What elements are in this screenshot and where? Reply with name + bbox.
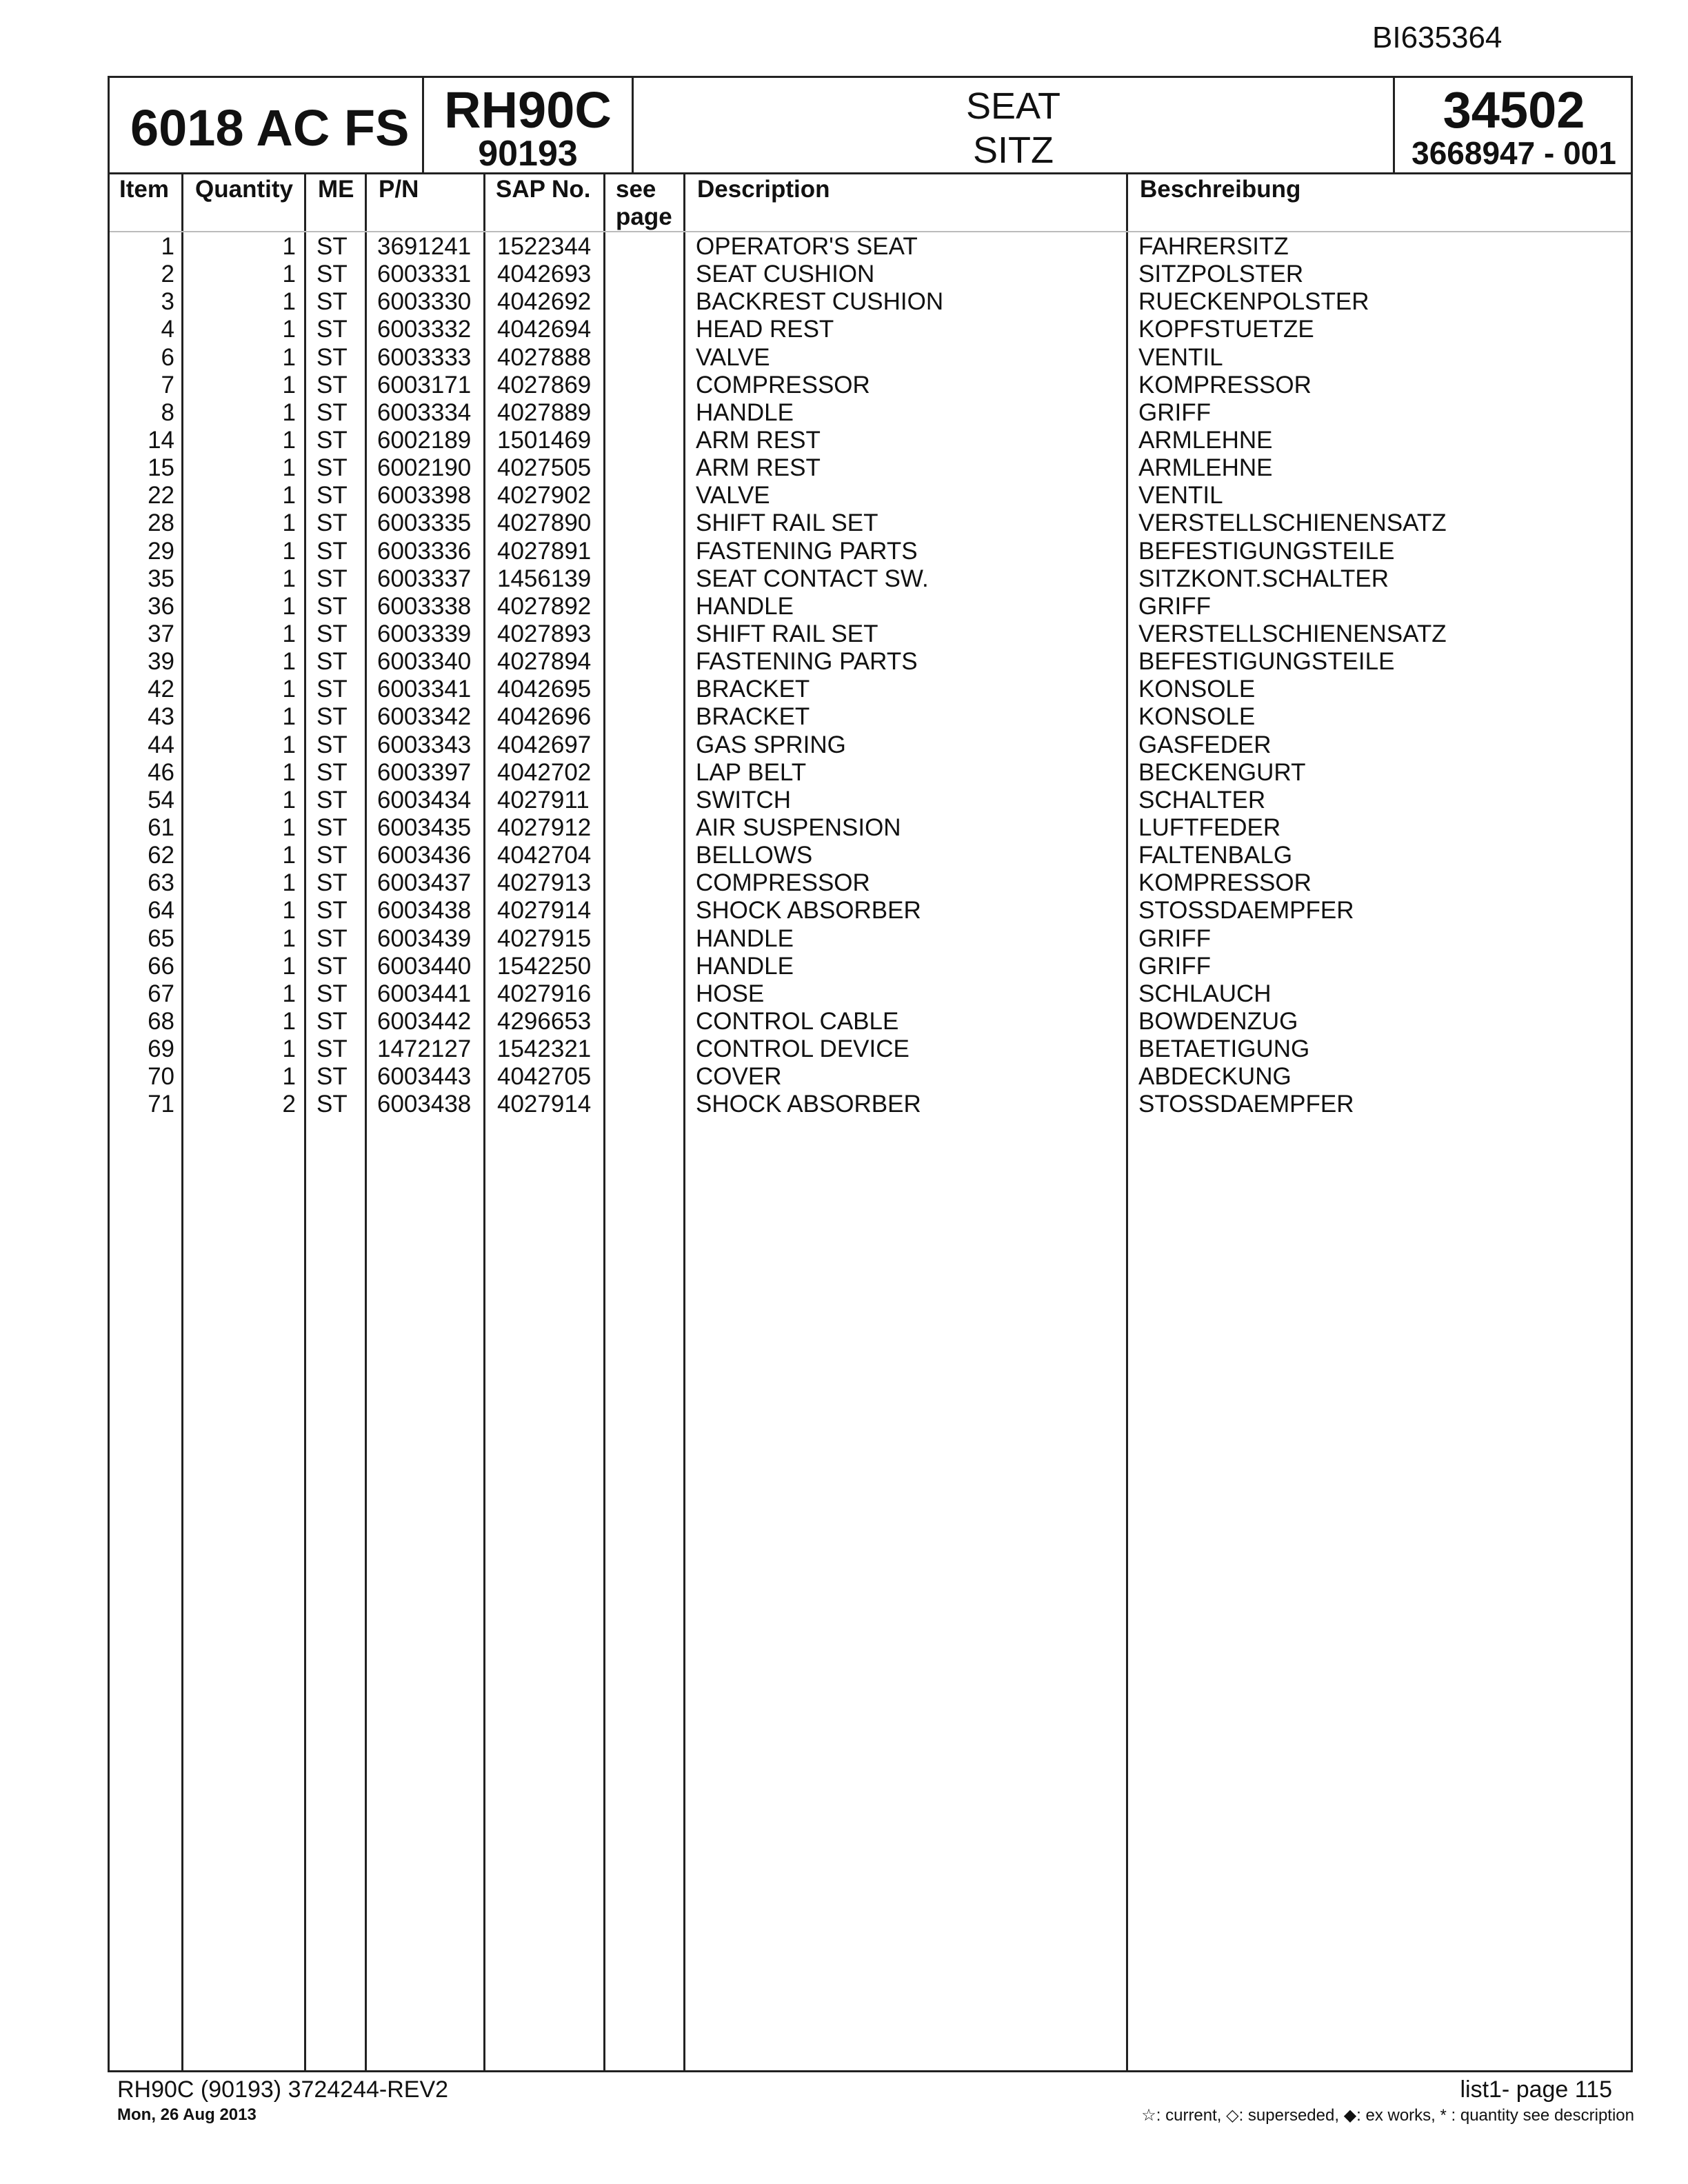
part-number-cell: 6003434 [377, 786, 472, 813]
item-cell: 71 [148, 1091, 174, 1118]
part-number-cell: 6003438 [377, 897, 472, 924]
sap-number-cell: 4042705 [497, 1063, 592, 1091]
quantity-cell: 1 [282, 261, 296, 288]
sap-number-cell: 4027912 [497, 813, 592, 841]
description-cell: LAP BELT [696, 758, 807, 786]
beschreibung-cell: ARMLEHNE [1138, 454, 1273, 482]
header-me: ME [318, 176, 354, 203]
header-pn: P/N [379, 176, 419, 203]
description-cell: SWITCH [696, 786, 792, 813]
sap-number-cell: 4027893 [497, 620, 592, 647]
table-row [110, 233, 1631, 261]
parts-list-frame [108, 76, 1633, 2072]
part-number-cell: 6003439 [377, 924, 472, 952]
beschreibung-cell: KOPFSTUETZE [1138, 316, 1314, 343]
machine-name: RH90C [444, 81, 612, 139]
sap-number-cell: 4027505 [497, 454, 592, 482]
unit-cell: ST [316, 537, 348, 565]
table-row [110, 731, 1631, 759]
table-row [110, 1091, 1631, 1118]
description-cell: COMPRESSOR [696, 371, 870, 398]
parts-table-body [110, 233, 1631, 1119]
quantity-cell: 1 [282, 537, 296, 565]
quantity-cell: 1 [282, 509, 296, 537]
sap-number-cell: 4042696 [497, 703, 592, 731]
description-cell: SHOCK ABSORBER [696, 897, 921, 924]
beschreibung-cell: VENTIL [1138, 482, 1223, 509]
table-row [110, 288, 1631, 316]
description-cell: OPERATOR'S SEAT [696, 233, 918, 260]
description-cell: SHOCK ABSORBER [696, 1091, 921, 1118]
description-cell: SEAT CUSHION [696, 261, 875, 288]
item-cell: 54 [148, 786, 174, 813]
quantity-cell: 1 [282, 1007, 296, 1035]
table-row [110, 869, 1631, 897]
item-cell: 44 [148, 731, 174, 758]
description-cell: COVER [696, 1063, 782, 1091]
quantity-cell: 1 [282, 371, 296, 398]
beschreibung-cell: ARMLEHNE [1138, 426, 1273, 454]
title-german: SITZ [973, 130, 1054, 171]
item-cell: 1 [161, 233, 174, 260]
table-row [110, 454, 1631, 482]
unit-cell: ST [316, 731, 348, 758]
item-cell: 66 [148, 952, 174, 980]
beschreibung-cell: GASFEDER [1138, 731, 1272, 758]
quantity-cell: 1 [282, 897, 296, 924]
unit-cell: ST [316, 233, 348, 260]
model-cell [110, 78, 424, 172]
description-cell: HANDLE [696, 952, 794, 980]
unit-cell: ST [316, 980, 348, 1007]
description-cell: SHIFT RAIL SET [696, 620, 878, 647]
beschreibung-cell: SCHALTER [1138, 786, 1266, 813]
quantity-cell: 2 [282, 1091, 296, 1118]
part-number-cell: 6003442 [377, 1007, 472, 1035]
unit-cell: ST [316, 676, 348, 703]
table-row [110, 316, 1631, 343]
unit-cell: ST [316, 509, 348, 537]
item-cell: 22 [148, 482, 174, 509]
part-number-cell: 6002190 [377, 454, 472, 482]
unit-cell: ST [316, 620, 348, 647]
quantity-cell: 1 [282, 786, 296, 813]
table-row [110, 372, 1631, 399]
beschreibung-cell: SITZPOLSTER [1138, 261, 1304, 288]
sap-number-cell: 4027869 [497, 371, 592, 398]
description-cell: ARM REST [696, 426, 821, 454]
unit-cell: ST [316, 1063, 348, 1091]
item-cell: 42 [148, 676, 174, 703]
sap-number-cell: 1522344 [497, 233, 592, 260]
description-cell: HANDLE [696, 924, 794, 952]
item-cell: 65 [148, 924, 174, 952]
table-row [110, 787, 1631, 814]
sap-number-cell: 4027889 [497, 398, 592, 426]
item-cell: 8 [161, 398, 174, 426]
quantity-cell: 1 [282, 676, 296, 703]
part-number-cell: 6003332 [377, 316, 472, 343]
header-beschreibung: Beschreibung [1140, 176, 1301, 203]
part-number-cell: 6002189 [377, 426, 472, 454]
part-number-cell: 3691241 [377, 233, 472, 260]
description-cell: HANDLE [696, 592, 794, 620]
sap-number-cell: 4296653 [497, 1007, 592, 1035]
sap-number-cell: 4042694 [497, 316, 592, 343]
item-cell: 7 [161, 371, 174, 398]
sap-number-cell: 4042702 [497, 758, 592, 786]
item-cell: 35 [148, 565, 174, 592]
beschreibung-cell: GRIFF [1138, 924, 1211, 952]
quantity-cell: 1 [282, 343, 296, 371]
description-cell: BACKREST CUSHION [696, 288, 944, 316]
unit-cell: ST [316, 786, 348, 813]
description-cell: AIR SUSPENSION [696, 813, 901, 841]
sap-number-cell: 4027902 [497, 482, 592, 509]
title-block [110, 78, 1631, 174]
part-number-cell: 6003339 [377, 620, 472, 647]
description-cell: VALVE [696, 343, 770, 371]
unit-cell: ST [316, 897, 348, 924]
quantity-cell: 1 [282, 952, 296, 980]
table-row [110, 538, 1631, 565]
sap-number-cell: 4027913 [497, 869, 592, 897]
description-cell: BRACKET [696, 676, 810, 703]
unit-cell: ST [316, 842, 348, 869]
sap-number-cell: 1456139 [497, 565, 592, 592]
table-row [110, 1035, 1631, 1063]
beschreibung-cell: VENTIL [1138, 343, 1223, 371]
quantity-cell: 1 [282, 565, 296, 592]
beschreibung-cell: RUECKENPOLSTER [1138, 288, 1369, 316]
unit-cell: ST [316, 316, 348, 343]
item-cell: 69 [148, 1035, 174, 1063]
description-cell: ARM REST [696, 454, 821, 482]
quantity-cell: 1 [282, 1063, 296, 1091]
model-name: 6018 AC FS [130, 99, 410, 156]
header-page: page [616, 203, 672, 230]
unit-cell: ST [316, 371, 348, 398]
sap-number-cell: 1542321 [497, 1035, 592, 1063]
quantity-cell: 1 [282, 731, 296, 758]
header-see: see [616, 176, 656, 203]
table-row [110, 676, 1631, 703]
part-number-cell: 6003337 [377, 565, 472, 592]
description-cell: GAS SPRING [696, 731, 846, 758]
header-item: Item [119, 176, 169, 203]
quantity-cell: 1 [282, 648, 296, 676]
sap-number-cell: 4027914 [497, 897, 592, 924]
unit-cell: ST [316, 592, 348, 620]
unit-cell: ST [316, 565, 348, 592]
sap-number-cell: 4042697 [497, 731, 592, 758]
unit-cell: ST [316, 482, 348, 509]
header-quantity: Quantity [195, 176, 293, 203]
description-cell: CONTROL CABLE [696, 1007, 899, 1035]
part-number-cell: 6003342 [377, 703, 472, 731]
beschreibung-cell: STOSSDAEMPFER [1138, 897, 1354, 924]
item-cell: 3 [161, 288, 174, 316]
part-number-cell: 6003398 [377, 482, 472, 509]
description-cell: HANDLE [696, 398, 794, 426]
quantity-cell: 1 [282, 454, 296, 482]
table-row [110, 953, 1631, 980]
footer-doc-ref: RH90C (90193) 3724244-REV2 [117, 2076, 449, 2103]
part-number-cell: 1472127 [377, 1035, 472, 1063]
sap-number-cell: 4027916 [497, 980, 592, 1007]
part-number-cell: 6003340 [377, 648, 472, 676]
table-row [110, 897, 1631, 924]
beschreibung-cell: SITZKONT.SCHALTER [1138, 565, 1389, 592]
unit-cell: ST [316, 454, 348, 482]
description-cell: SEAT CONTACT SW. [696, 565, 929, 592]
table-row [110, 427, 1631, 454]
item-cell: 6 [161, 343, 174, 371]
part-number-cell: 6003333 [377, 343, 472, 371]
unit-cell: ST [316, 703, 348, 731]
item-cell: 46 [148, 758, 174, 786]
item-cell: 64 [148, 897, 174, 924]
title-english: SEAT [965, 85, 1061, 127]
table-row [110, 703, 1631, 731]
beschreibung-cell: VERSTELLSCHIENENSATZ [1138, 509, 1447, 537]
item-cell: 2 [161, 261, 174, 288]
drawing-number: 3668947 - 001 [1411, 135, 1616, 171]
sap-number-cell: 4027888 [497, 343, 592, 371]
part-number-cell: 6003437 [377, 869, 472, 897]
description-cell: HOSE [696, 980, 765, 1007]
quantity-cell: 1 [282, 288, 296, 316]
part-number-cell: 6003336 [377, 537, 472, 565]
quantity-cell: 1 [282, 813, 296, 841]
part-number-cell: 6003341 [377, 676, 472, 703]
unit-cell: ST [316, 758, 348, 786]
sap-number-cell: 4027894 [497, 648, 592, 676]
table-row [110, 620, 1631, 648]
description-cell: CONTROL DEVICE [696, 1035, 910, 1063]
sap-number-cell: 4027892 [497, 592, 592, 620]
part-number-cell: 6003397 [377, 758, 472, 786]
sap-number-cell: 1501469 [497, 426, 592, 454]
item-cell: 37 [148, 620, 174, 647]
sap-number-cell: 4027915 [497, 924, 592, 952]
item-cell: 61 [148, 813, 174, 841]
footer-legend: ☆: current, ◇: superseded, ◆: ex works, * : quantity see description [1141, 2106, 1634, 2125]
quantity-cell: 1 [282, 426, 296, 454]
part-number-cell: 6003441 [377, 980, 472, 1007]
part-number-cell: 6003443 [377, 1063, 472, 1091]
description-cell: HEAD REST [696, 316, 834, 343]
table-row [110, 648, 1631, 676]
item-cell: 28 [148, 509, 174, 537]
quantity-cell: 1 [282, 316, 296, 343]
item-cell: 70 [148, 1063, 174, 1091]
part-number-cell: 6003334 [377, 398, 472, 426]
unit-cell: ST [316, 1091, 348, 1118]
beschreibung-cell: GRIFF [1138, 952, 1211, 980]
table-row [110, 759, 1631, 787]
beschreibung-cell: KONSOLE [1138, 676, 1256, 703]
part-number-cell: 6003343 [377, 731, 472, 758]
part-number-cell: 6003435 [377, 813, 472, 841]
part-number-cell: 6003171 [377, 371, 472, 398]
part-number-cell: 6003335 [377, 509, 472, 537]
unit-cell: ST [316, 288, 348, 316]
group-cell [1395, 78, 1633, 172]
item-cell: 39 [148, 648, 174, 676]
header-underline [110, 231, 1631, 232]
quantity-cell: 1 [282, 703, 296, 731]
unit-cell: ST [316, 813, 348, 841]
quantity-cell: 1 [282, 869, 296, 897]
sap-number-cell: 4042693 [497, 261, 592, 288]
unit-cell: ST [316, 398, 348, 426]
table-row [110, 509, 1631, 537]
sap-number-cell: 4042695 [497, 676, 592, 703]
beschreibung-cell: SCHLAUCH [1138, 980, 1272, 1007]
beschreibung-cell: BEFESTIGUNGSTEILE [1138, 648, 1395, 676]
table-row [110, 925, 1631, 953]
sap-number-cell: 4042704 [497, 842, 592, 869]
quantity-cell: 1 [282, 980, 296, 1007]
sap-number-cell: 4027914 [497, 1091, 592, 1118]
beschreibung-cell: KOMPRESSOR [1138, 371, 1312, 398]
beschreibung-cell: VERSTELLSCHIENENSATZ [1138, 620, 1447, 647]
table-row [110, 1008, 1631, 1035]
quantity-cell: 1 [282, 842, 296, 869]
quantity-cell: 1 [282, 758, 296, 786]
beschreibung-cell: KOMPRESSOR [1138, 869, 1312, 897]
table-row [110, 593, 1631, 620]
description-cell: SHIFT RAIL SET [696, 509, 878, 537]
item-cell: 36 [148, 592, 174, 620]
item-cell: 4 [161, 316, 174, 343]
header-description: Description [697, 176, 830, 203]
part-number-cell: 6003440 [377, 952, 472, 980]
table-row [110, 261, 1631, 288]
table-row [110, 814, 1631, 842]
beschreibung-cell: BETAETIGUNG [1138, 1035, 1310, 1063]
beschreibung-cell: ABDECKUNG [1138, 1063, 1292, 1091]
part-number-cell: 6003331 [377, 261, 472, 288]
machine-cell [424, 78, 634, 172]
beschreibung-cell: BEFESTIGUNGSTEILE [1138, 537, 1395, 565]
item-cell: 43 [148, 703, 174, 731]
quantity-cell: 1 [282, 398, 296, 426]
item-cell: 14 [148, 426, 174, 454]
sap-number-cell: 4027890 [497, 509, 592, 537]
beschreibung-cell: LUFTFEDER [1138, 813, 1281, 841]
part-number-cell: 6003338 [377, 592, 472, 620]
title-cell [634, 78, 1395, 172]
unit-cell: ST [316, 1035, 348, 1063]
beschreibung-cell: BOWDENZUG [1138, 1007, 1298, 1035]
table-row [110, 565, 1631, 593]
footer-date: Mon, 26 Aug 2013 [117, 2105, 257, 2124]
unit-cell: ST [316, 261, 348, 288]
quantity-cell: 1 [282, 482, 296, 509]
group-number: 34502 [1443, 81, 1585, 139]
table-row [110, 482, 1631, 509]
beschreibung-cell: GRIFF [1138, 398, 1211, 426]
unit-cell: ST [316, 952, 348, 980]
machine-code: 90193 [478, 134, 578, 174]
item-cell: 15 [148, 454, 174, 482]
description-cell: BELLOWS [696, 842, 813, 869]
quantity-cell: 1 [282, 592, 296, 620]
document-id: BI635364 [1372, 21, 1503, 54]
quantity-cell: 1 [282, 620, 296, 647]
part-number-cell: 6003436 [377, 842, 472, 869]
description-cell: COMPRESSOR [696, 869, 870, 897]
item-cell: 68 [148, 1007, 174, 1035]
unit-cell: ST [316, 648, 348, 676]
sap-number-cell: 4042692 [497, 288, 592, 316]
unit-cell: ST [316, 924, 348, 952]
unit-cell: ST [316, 343, 348, 371]
beschreibung-cell: GRIFF [1138, 592, 1211, 620]
quantity-cell: 1 [282, 924, 296, 952]
item-cell: 67 [148, 980, 174, 1007]
sap-number-cell: 4027891 [497, 537, 592, 565]
part-number-cell: 6003330 [377, 288, 472, 316]
beschreibung-cell: KONSOLE [1138, 703, 1256, 731]
table-row [110, 1063, 1631, 1091]
table-row [110, 344, 1631, 372]
beschreibung-cell: BECKENGURT [1138, 758, 1306, 786]
quantity-cell: 1 [282, 1035, 296, 1063]
description-cell: BRACKET [696, 703, 810, 731]
unit-cell: ST [316, 869, 348, 897]
item-cell: 63 [148, 869, 174, 897]
beschreibung-cell: STOSSDAEMPFER [1138, 1091, 1354, 1118]
sap-number-cell: 1542250 [497, 952, 592, 980]
table-row [110, 980, 1631, 1008]
header-sap: SAP No. [496, 176, 591, 203]
description-cell: FASTENING PARTS [696, 537, 918, 565]
item-cell: 29 [148, 537, 174, 565]
description-cell: VALVE [696, 482, 770, 509]
column-headers [110, 174, 1631, 230]
beschreibung-cell: FAHRERSITZ [1138, 233, 1289, 260]
sap-number-cell: 4027911 [497, 786, 590, 813]
part-number-cell: 6003438 [377, 1091, 472, 1118]
unit-cell: ST [316, 426, 348, 454]
quantity-cell: 1 [282, 233, 296, 260]
footer-page: list1- page 115 [1460, 2076, 1612, 2103]
table-row [110, 399, 1631, 427]
table-row [110, 842, 1631, 869]
unit-cell: ST [316, 1007, 348, 1035]
beschreibung-cell: FALTENBALG [1138, 842, 1293, 869]
item-cell: 62 [148, 842, 174, 869]
description-cell: FASTENING PARTS [696, 648, 918, 676]
